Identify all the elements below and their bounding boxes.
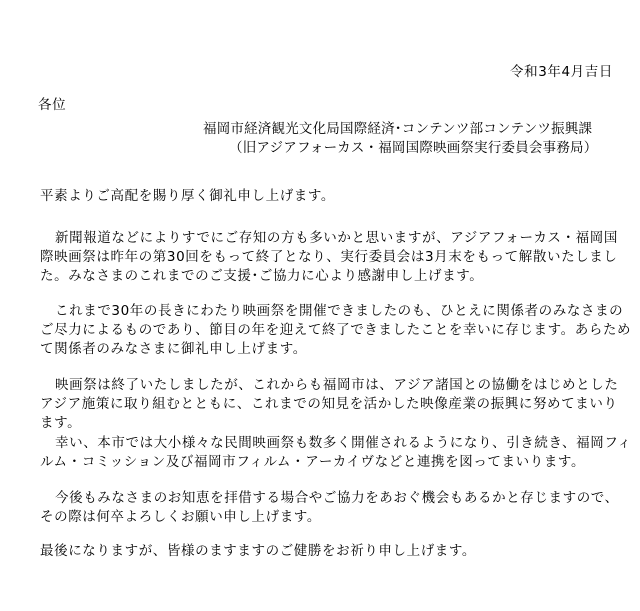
paragraph-line: その際は何卒よろしくお願い申し上げます。 bbox=[40, 509, 321, 525]
paragraph-line: これまで30年の長きにわたり映画祭を開催できましたのも、ひとえに関係者のみなさまの bbox=[55, 303, 624, 319]
paragraph-line: 今後もみなさまのお知恵を拝借する場合やご協力をあおぐ機会もあるかと存じますので、 bbox=[55, 490, 619, 506]
letter-date: 令和3年4月吉日 bbox=[510, 64, 613, 80]
sender-former-name: （旧アジアフォーカス・福岡国際映画祭実行委員会事務局） bbox=[229, 140, 598, 156]
greeting-line: 平素よりご高配を賜り厚く御礼申し上げます。 bbox=[40, 188, 336, 204]
paragraph-line: ます。 bbox=[40, 415, 82, 431]
paragraph-line: アジア施策に取り組むとともに、これまでの知見を活かした映像産業の振興に努めてまいり bbox=[40, 396, 618, 412]
paragraph-line: た。みなさまのこれまでのご支援･ご協力に心より感謝申し上げます。 bbox=[40, 268, 484, 284]
paragraph-line: 幸い、本市では大小様々な民間映画祭も数多く開催されるようになり、引き続き、福岡フィ bbox=[55, 435, 632, 451]
paragraph-line: ご尽力によるものであり、節目の年を迎えて終了できましたことを幸いに存じます。あらため bbox=[40, 322, 632, 338]
paragraph-line: 映画祭は終了いたしましたが、これからも福岡市は、アジア諸国との協働をはじめとした bbox=[55, 377, 619, 393]
addressee: 各位 bbox=[38, 97, 67, 113]
paragraph-line: 際映画祭は昨年の第30回をもって終了となり、実行委員会は3月末をもって解散いたしまし bbox=[40, 249, 618, 265]
paragraph-line: て関係者のみなさまに御礼申し上げます。 bbox=[40, 341, 307, 357]
sender-organization: 福岡市経済観光文化局国際経済･コンテンツ部コンテンツ振興課 bbox=[203, 121, 593, 137]
paragraph-line: ルム・コミッション及び福岡市フィルム・アーカイヴなどと連携を図ってまいります。 bbox=[40, 454, 586, 470]
closing-line: 最後になりますが、皆様のますますのご健勝をお祈り申し上げます。 bbox=[40, 543, 477, 559]
paragraph-line: 新聞報道などによりすでにご存知の方も多いかと思いますが、アジアフォーカス・福岡国 bbox=[55, 230, 618, 246]
